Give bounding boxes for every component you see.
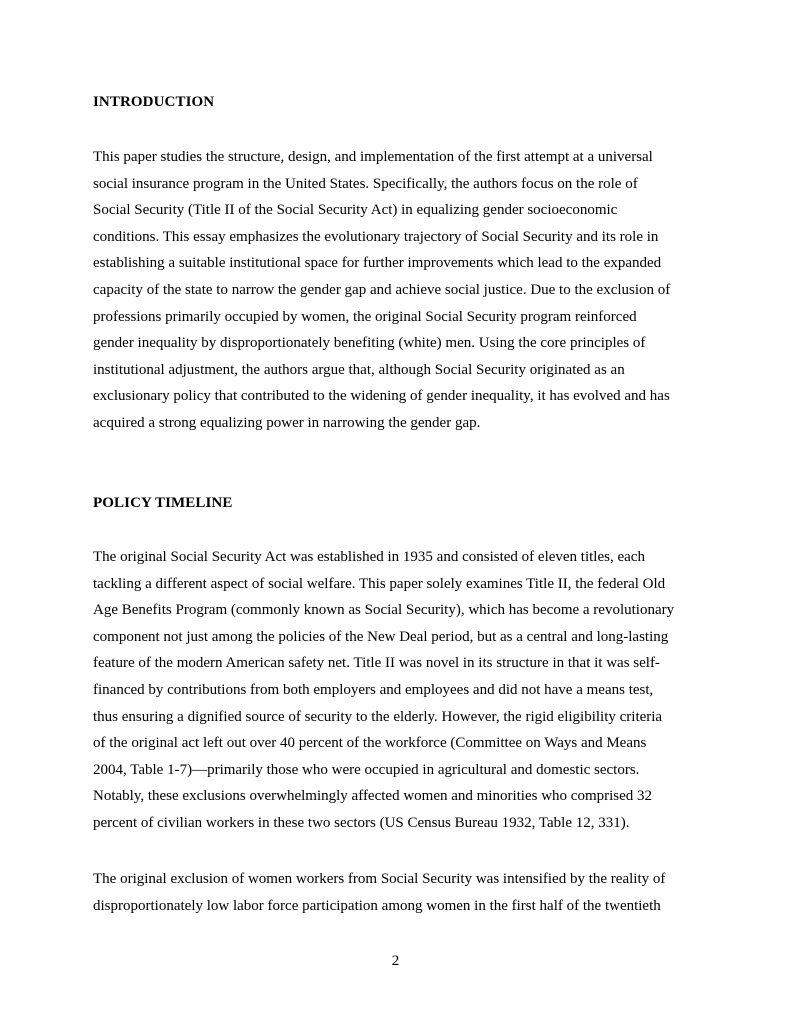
paragraph-line: acquired a strong equalizing power in narrowing the gender gap. <box>93 414 481 431</box>
paragraph-line: thus ensuring a dignified source of security to the elderly. However, the rigid eligibility criteria <box>93 708 663 725</box>
paragraph-line: of the original act left out over 40 percent of the workforce (Committee on Ways and Means <box>93 735 647 752</box>
paragraph-line: feature of the modern American safety net. Title II was novel in its structure in that it was self- <box>93 655 660 672</box>
paragraph-line: establishing a suitable institutional space for further improvements which lead to the expanded <box>93 255 662 272</box>
paragraph-line: exclusionary policy that contributed to the widening of gender inequality, it has evolved and has <box>93 388 670 405</box>
page-number: 2 <box>391 953 400 969</box>
policy-timeline-paragraph <box>93 544 713 837</box>
paragraph-line: institutional adjustment, the authors argue that, although Social Security originated as an <box>93 361 625 378</box>
paragraph-line: conditions. This essay emphasizes the evolutionary trajectory of Social Security and its role in <box>93 228 659 245</box>
paragraph-line: financed by contributions from both employers and employees and did not have a means test, <box>93 681 654 698</box>
paragraph-line: percent of civilian workers in these two sectors (US Census Bureau 1932, Table 12, 331). <box>93 814 630 831</box>
paragraph-line: tackling a different aspect of social welfare. This paper solely examines Title II, the federal Old <box>93 575 666 592</box>
policy-timeline-heading: POLICY TIMELINE <box>93 495 233 511</box>
paragraph-line: Social Security (Title II of the Social Security Act) in equalizing gender socioeconomic <box>93 202 618 219</box>
paragraph-line: social insurance program in the United States. Specifically, the authors focus on the role of <box>93 175 638 192</box>
introduction-paragraph <box>93 144 713 437</box>
paragraph-line: disproportionately low labor force participation among women in the first half of the twentieth <box>93 897 661 914</box>
introduction-heading: INTRODUCTION <box>93 94 215 110</box>
paragraph-line: component not just among the policies of the New Deal period, but as a central and long-lasting <box>93 628 669 645</box>
paragraph-line: This paper studies the structure, design, and implementation of the first attempt at a universal <box>93 149 653 165</box>
paragraph-line: capacity of the state to narrow the gender gap and achieve social justice. Due to the exclusion of <box>93 281 671 298</box>
policy-timeline-paragraph-2 <box>93 866 713 919</box>
paragraph-line: professions primarily occupied by women, the original Social Security program reinforced <box>93 308 637 325</box>
paragraph-line: Age Benefits Program (commonly known as Social Security), which has become a revolutionary <box>93 602 675 619</box>
paragraph-line: gender inequality by disproportionately benefiting (white) men. Using the core principles of <box>93 335 646 352</box>
paragraph-line: 2004, Table 1-7)—primarily those who were occupied in agricultural and domestic sectors. <box>93 761 640 778</box>
paragraph-line: Notably, these exclusions overwhelmingly affected women and minorities who comprised 32 <box>93 788 653 805</box>
paragraph-line: The original exclusion of women workers from Social Security was intensified by the reality of <box>93 871 666 887</box>
paragraph-line: The original Social Security Act was established in 1935 and consisted of eleven titles, each <box>93 549 645 565</box>
